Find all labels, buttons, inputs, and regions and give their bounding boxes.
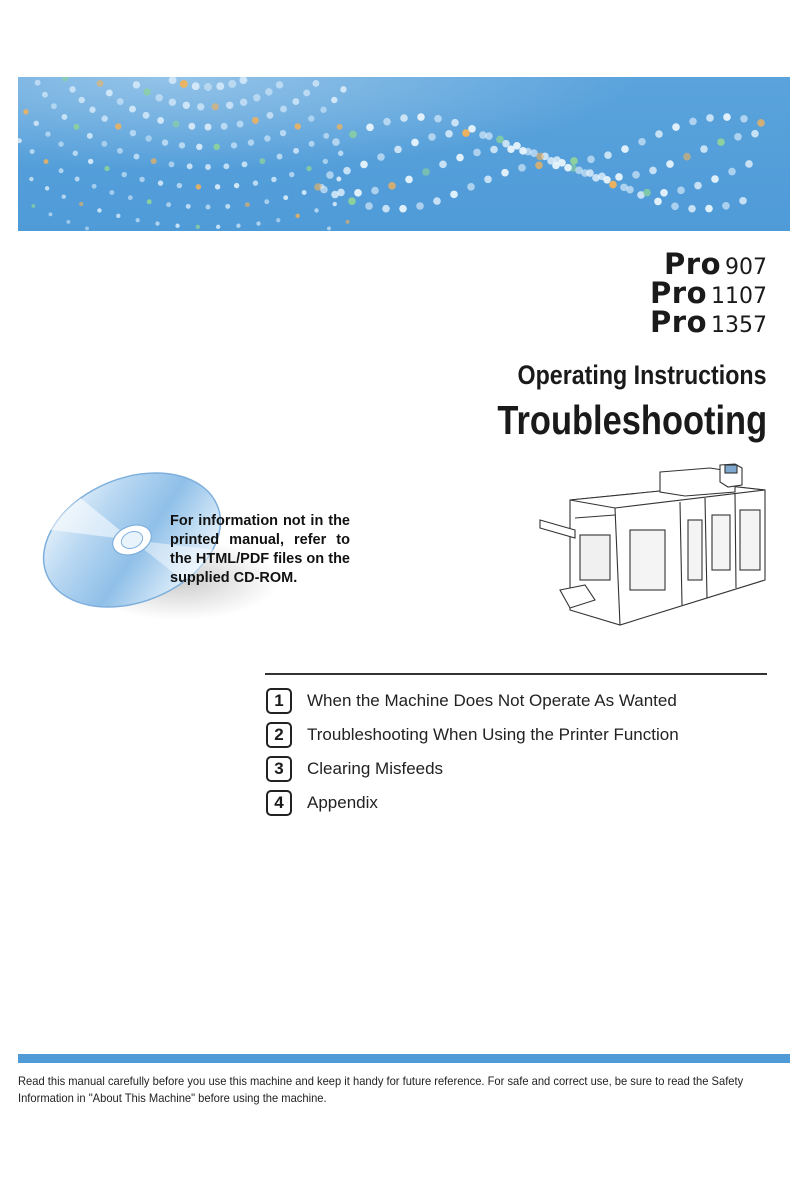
banner-dot bbox=[259, 158, 265, 164]
banner-dot bbox=[196, 225, 200, 229]
banner-dot bbox=[117, 98, 124, 105]
banner-dot bbox=[97, 80, 104, 87]
banner-dot bbox=[740, 115, 748, 123]
banner-dot bbox=[417, 113, 425, 121]
banner-dot bbox=[147, 199, 152, 204]
banner-dot bbox=[265, 88, 272, 95]
banner-dot bbox=[320, 107, 326, 113]
banner-dot bbox=[216, 82, 224, 90]
banner-dot bbox=[689, 118, 697, 126]
banner-dot bbox=[122, 172, 127, 177]
banner-dot bbox=[248, 139, 254, 145]
banner-dot bbox=[450, 191, 458, 199]
banner-dot bbox=[231, 142, 237, 148]
banner-dot bbox=[445, 130, 453, 138]
banner-dot bbox=[277, 154, 283, 160]
banner-dot bbox=[728, 168, 736, 176]
banner-dot bbox=[162, 139, 168, 145]
banner-dot bbox=[62, 194, 66, 198]
banner-dot bbox=[654, 198, 662, 206]
banner-dot bbox=[206, 205, 211, 210]
banner-dot bbox=[289, 172, 294, 177]
banner-dot bbox=[29, 177, 33, 181]
banner-dot bbox=[399, 205, 407, 213]
banner-dot bbox=[706, 114, 714, 122]
banner-dot bbox=[615, 173, 623, 181]
banner-dot bbox=[69, 86, 75, 92]
banner-dot bbox=[434, 115, 442, 123]
banner-dot bbox=[451, 119, 459, 127]
banner-dot bbox=[411, 139, 419, 147]
cover-banner bbox=[18, 77, 790, 231]
banner-dot bbox=[173, 121, 180, 128]
banner-dot bbox=[169, 161, 175, 167]
banner-dot bbox=[280, 106, 287, 113]
banner-dot bbox=[214, 144, 220, 150]
banner-dot-pattern bbox=[18, 77, 790, 231]
banner-dot bbox=[143, 112, 150, 119]
banner-dot bbox=[638, 138, 646, 146]
banner-dot bbox=[621, 145, 629, 153]
banner-dot bbox=[343, 167, 351, 175]
banner-dot bbox=[51, 103, 57, 109]
banner-dot bbox=[485, 132, 493, 140]
model-name: Pro 907 bbox=[664, 247, 767, 281]
banner-dot bbox=[134, 154, 140, 160]
banner-dot bbox=[371, 187, 379, 195]
banner-dot bbox=[66, 220, 70, 224]
banner-dot bbox=[92, 184, 97, 189]
banner-dot bbox=[518, 164, 526, 172]
banner-dot bbox=[326, 171, 334, 179]
banner-dot bbox=[128, 195, 133, 200]
banner-dot bbox=[186, 204, 191, 209]
banner-dot bbox=[34, 121, 39, 126]
banner-dot bbox=[416, 202, 424, 210]
banner-dot bbox=[581, 169, 589, 177]
banner-dot bbox=[336, 177, 341, 182]
banner-dot bbox=[245, 202, 250, 207]
banner-dot bbox=[598, 172, 606, 180]
banner-dot bbox=[490, 146, 498, 154]
banner-dot bbox=[109, 190, 114, 195]
printer-machine-illustration bbox=[530, 460, 770, 640]
banner-dot bbox=[757, 119, 765, 127]
banner-dot bbox=[501, 169, 509, 177]
banner-dot bbox=[519, 147, 527, 155]
banner-dot bbox=[428, 133, 436, 141]
banner-dot bbox=[145, 135, 151, 141]
banner-dot bbox=[502, 140, 510, 148]
banner-dot bbox=[197, 103, 204, 110]
model-name: Pro 1107 bbox=[650, 276, 767, 310]
banner-dot bbox=[101, 141, 107, 147]
banner-dot bbox=[484, 175, 492, 183]
banner-dot bbox=[136, 218, 140, 222]
banner-dot bbox=[129, 106, 136, 113]
banner-dot bbox=[360, 161, 368, 169]
banner-dot bbox=[536, 153, 544, 161]
banner-dot bbox=[739, 197, 747, 205]
banner-dot bbox=[337, 124, 343, 130]
banner-dot bbox=[276, 81, 283, 88]
toc-item[interactable] bbox=[266, 718, 679, 752]
banner-dot bbox=[564, 164, 572, 172]
toc-item[interactable] bbox=[266, 752, 679, 786]
banner-dot bbox=[242, 161, 248, 167]
banner-dot bbox=[97, 208, 101, 212]
toc-item[interactable] bbox=[266, 684, 679, 718]
banner-dot bbox=[228, 80, 236, 88]
banner-dot bbox=[293, 148, 299, 154]
banner-dot bbox=[30, 149, 35, 154]
banner-dot bbox=[204, 83, 212, 91]
banner-dot bbox=[302, 190, 307, 195]
banner-dot bbox=[226, 102, 233, 109]
banner-dot bbox=[354, 189, 362, 197]
banner-dot bbox=[106, 90, 113, 97]
banner-dot bbox=[192, 82, 200, 90]
chapter-title: When the Machine Does Not Operate As Wanted bbox=[307, 691, 677, 710]
banner-dot bbox=[196, 144, 202, 150]
banner-dot bbox=[264, 199, 269, 204]
banner-dot bbox=[166, 202, 171, 207]
banner-dot bbox=[187, 163, 193, 169]
chapter-title: Clearing Misfeeds bbox=[307, 759, 444, 778]
banner-dot bbox=[23, 109, 28, 114]
banner-dot bbox=[196, 184, 201, 189]
chapter-title: Appendix bbox=[307, 793, 378, 812]
banner-dot bbox=[609, 181, 617, 189]
banner-dot bbox=[303, 90, 310, 97]
toc-divider bbox=[265, 673, 767, 675]
banner-dot bbox=[394, 146, 402, 154]
banner-dot bbox=[570, 157, 578, 165]
banner-dot bbox=[155, 221, 159, 225]
banner-dot bbox=[223, 163, 229, 169]
banner-dot bbox=[513, 142, 521, 150]
document-type: Operating Instructions bbox=[518, 360, 767, 390]
banner-dot bbox=[75, 177, 80, 182]
banner-dot bbox=[256, 221, 260, 225]
banner-dot bbox=[473, 149, 481, 157]
footer-bar bbox=[18, 1054, 790, 1063]
banner-dot bbox=[73, 151, 78, 156]
banner-dot bbox=[139, 177, 144, 182]
banner-dot bbox=[31, 204, 35, 208]
chapter-number: 3 bbox=[266, 756, 292, 782]
banner-dot bbox=[188, 123, 195, 130]
banner-dot bbox=[456, 154, 464, 162]
banner-dot bbox=[422, 168, 430, 176]
banner-dot bbox=[157, 117, 164, 124]
banner-dot bbox=[237, 121, 244, 128]
banner-dot bbox=[87, 133, 93, 139]
banner-dot bbox=[234, 183, 239, 188]
banner-dot bbox=[331, 97, 337, 103]
banner-dot bbox=[276, 218, 280, 222]
banner-dot bbox=[745, 160, 753, 168]
banner-dot bbox=[115, 123, 121, 129]
banner-dot bbox=[723, 113, 731, 121]
banner-dot bbox=[283, 195, 288, 200]
banner-dot bbox=[215, 184, 220, 189]
banner-dot bbox=[535, 161, 543, 169]
banner-dot bbox=[280, 130, 286, 136]
banner-dot bbox=[734, 133, 742, 141]
banner-dot bbox=[179, 142, 185, 148]
model-name: Pro 1357 bbox=[650, 305, 767, 339]
banner-dot bbox=[59, 168, 64, 173]
banner-dot bbox=[340, 86, 346, 92]
banner-dot bbox=[587, 155, 595, 163]
banner-dot bbox=[252, 117, 259, 124]
banner-dot bbox=[130, 130, 136, 136]
banner-dot bbox=[74, 124, 80, 130]
banner-dot bbox=[382, 205, 390, 213]
banner-dot bbox=[320, 186, 328, 194]
banner-dot bbox=[292, 98, 299, 105]
banner-dot bbox=[323, 159, 328, 164]
document-title: Troubleshooting bbox=[497, 397, 767, 443]
banner-dot bbox=[337, 189, 345, 197]
banner-dot bbox=[89, 107, 95, 113]
banner-dot bbox=[271, 177, 276, 182]
banner-dot bbox=[332, 138, 340, 146]
banner-dot bbox=[377, 153, 385, 161]
banner-dot bbox=[177, 183, 182, 188]
banner-dot bbox=[253, 180, 258, 185]
banner-dot bbox=[672, 123, 680, 131]
banner-dot bbox=[85, 226, 89, 230]
banner-dot bbox=[205, 164, 211, 170]
banner-dot bbox=[267, 112, 274, 119]
banner-dot bbox=[666, 160, 674, 168]
chapter-number: 1 bbox=[266, 688, 292, 714]
banner-dot bbox=[632, 171, 640, 179]
banner-dot bbox=[104, 166, 109, 171]
banner-dot bbox=[700, 145, 708, 153]
banner-dot bbox=[323, 133, 329, 139]
banner-dot bbox=[49, 212, 53, 216]
banner-dot bbox=[366, 124, 374, 132]
banner-dot bbox=[346, 220, 350, 224]
banner-dot bbox=[333, 202, 337, 206]
banner-dot bbox=[365, 202, 373, 210]
banner-dot bbox=[705, 205, 713, 213]
banner-dot bbox=[236, 224, 240, 228]
banner-dot bbox=[253, 94, 260, 101]
banner-dot bbox=[295, 214, 299, 218]
banner-dot bbox=[156, 94, 163, 101]
banner-dot bbox=[467, 183, 475, 191]
footer-note: Read this manual carefully before you use this machine and keep it handy for future reference. For safe and correct use, be sure to read the Safety Information in "About This Machine" before using the machine. bbox=[18, 1074, 744, 1105]
banner-dot bbox=[35, 80, 41, 86]
banner-dot bbox=[151, 158, 157, 164]
banner-dot bbox=[133, 81, 140, 88]
banner-dot bbox=[264, 135, 270, 141]
banner-dot bbox=[42, 92, 48, 98]
chapter-number: 4 bbox=[266, 790, 292, 816]
banner-dot bbox=[314, 208, 318, 212]
banner-dot bbox=[306, 166, 311, 171]
banner-dot bbox=[327, 226, 331, 230]
toc-item[interactable] bbox=[266, 786, 679, 820]
banner-dot bbox=[183, 102, 190, 109]
banner-dot bbox=[158, 180, 163, 185]
banner-dot bbox=[45, 186, 49, 190]
banner-dot bbox=[383, 118, 391, 126]
banner-dot bbox=[309, 141, 315, 147]
banner-dot bbox=[694, 182, 702, 190]
banner-dot bbox=[688, 205, 696, 213]
banner-dot bbox=[405, 176, 413, 184]
banner-dot bbox=[240, 99, 247, 106]
banner-dot bbox=[295, 123, 301, 129]
banner-dot bbox=[553, 156, 561, 164]
model-list bbox=[650, 247, 767, 339]
banner-dot bbox=[79, 202, 83, 206]
banner-dot bbox=[143, 88, 150, 95]
banner-dot bbox=[683, 153, 691, 161]
chapter-number: 2 bbox=[266, 722, 292, 748]
banner-dot bbox=[58, 141, 63, 146]
banner-dot bbox=[205, 124, 212, 131]
banner-dot bbox=[212, 103, 219, 110]
banner-dot bbox=[180, 80, 188, 88]
banner-dot bbox=[655, 130, 663, 138]
banner-dot bbox=[388, 182, 396, 190]
banner-dot bbox=[643, 189, 651, 197]
banner-dot bbox=[61, 114, 67, 120]
banner-dot bbox=[439, 161, 447, 169]
banner-dot bbox=[312, 80, 319, 87]
banner-dot bbox=[338, 151, 343, 156]
banner-dot bbox=[116, 214, 120, 218]
banner-dot bbox=[221, 123, 228, 130]
banner-dot bbox=[722, 202, 730, 210]
banner-dot bbox=[308, 115, 314, 121]
banner-dot bbox=[400, 114, 408, 122]
banner-dot bbox=[88, 159, 93, 164]
banner-dot bbox=[102, 115, 108, 121]
banner-dot bbox=[660, 189, 668, 197]
banner-dot bbox=[717, 138, 725, 146]
banner-dot bbox=[117, 148, 123, 154]
banner-dot bbox=[711, 175, 719, 183]
banner-dot bbox=[44, 159, 49, 164]
banner-dot bbox=[468, 125, 476, 133]
banner-dot bbox=[677, 187, 685, 195]
table-of-contents bbox=[266, 684, 679, 820]
banner-dot bbox=[604, 151, 612, 159]
banner-dot bbox=[348, 197, 356, 205]
banner-dot bbox=[433, 197, 441, 205]
banner-dot bbox=[216, 225, 220, 229]
banner-dot bbox=[626, 186, 634, 194]
banner-dot bbox=[751, 130, 759, 138]
banner-dot bbox=[175, 224, 179, 228]
banner-dot bbox=[649, 167, 657, 175]
banner-dot bbox=[45, 131, 50, 136]
banner-dot bbox=[671, 202, 679, 210]
banner-dot bbox=[169, 99, 176, 106]
banner-dot bbox=[79, 97, 85, 103]
chapter-title: Troubleshooting When Using the Printer Function bbox=[307, 725, 679, 744]
cd-rom-note: For information not in the printed manual, refer to the HTML/PDF files on the supplied CD-ROM. bbox=[170, 513, 350, 586]
banner-dot bbox=[349, 131, 357, 139]
banner-dot bbox=[225, 204, 230, 209]
